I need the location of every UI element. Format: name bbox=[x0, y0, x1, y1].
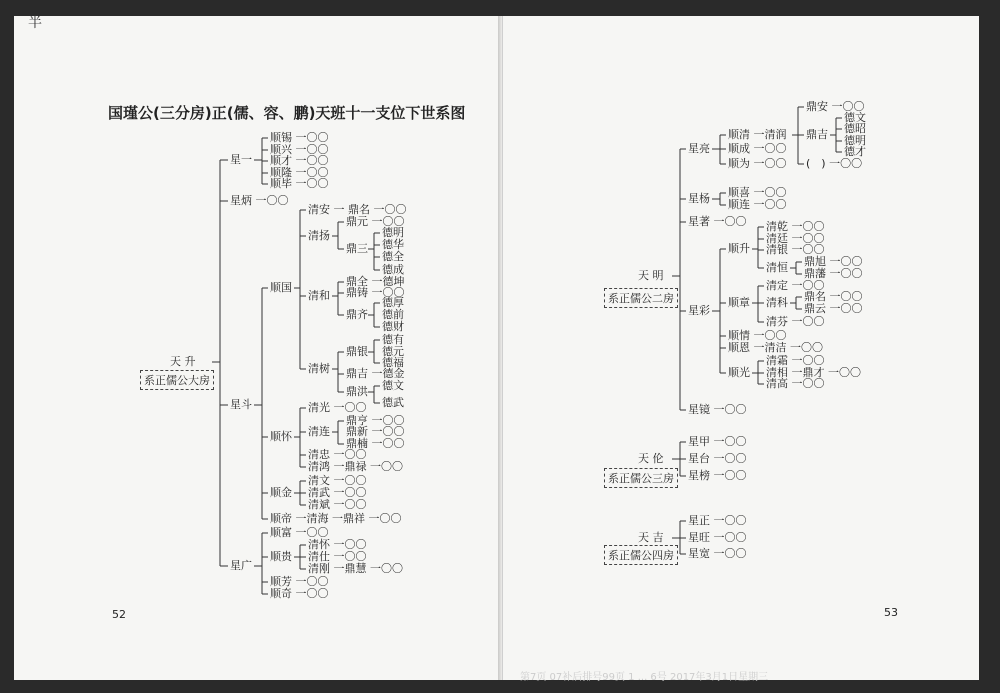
branch-label-3: 系正儒公三房 bbox=[604, 468, 678, 488]
node: 清怀 一〇〇 bbox=[308, 538, 367, 551]
page-number-left: 52 bbox=[112, 608, 126, 621]
node: 顺章 bbox=[728, 296, 750, 309]
node: 清科 bbox=[766, 296, 788, 309]
node: 德文 bbox=[844, 111, 866, 124]
node: 德成 bbox=[382, 263, 404, 276]
node: 清廷 一〇〇 bbox=[766, 232, 825, 245]
root-name-tiansheng: 天 升 bbox=[170, 355, 196, 368]
node: 鼎洪 bbox=[346, 385, 368, 398]
node: 星炳 一〇〇 bbox=[230, 194, 289, 207]
node: 顺金 bbox=[270, 486, 292, 499]
node: 鼎名 一〇〇 bbox=[804, 290, 863, 303]
node: 星著 一〇〇 bbox=[688, 215, 747, 228]
node: 顺怀 bbox=[270, 430, 292, 443]
page-number-right: 53 bbox=[884, 606, 898, 619]
node: 星杨 bbox=[688, 192, 710, 205]
node: 清仕 一〇〇 bbox=[308, 550, 367, 563]
node: 顺喜 一〇〇 bbox=[728, 186, 787, 199]
node: 星旺 一〇〇 bbox=[688, 531, 747, 544]
node: 鼎楠 一〇〇 bbox=[346, 437, 405, 450]
node: 德文 bbox=[382, 379, 404, 392]
node: 顺才 一〇〇 bbox=[270, 154, 329, 167]
node: 顺兴 一〇〇 bbox=[270, 143, 329, 156]
node: 德昭 bbox=[844, 122, 866, 135]
crop-mark: 半 bbox=[28, 15, 42, 31]
node: 星广 bbox=[230, 559, 252, 572]
node: 顺国 bbox=[270, 281, 292, 294]
node: 清定 一〇〇 bbox=[766, 279, 825, 292]
node: 顺奇 一〇〇 bbox=[270, 587, 329, 600]
node: 星正 一〇〇 bbox=[688, 514, 747, 527]
node: 德武 bbox=[382, 396, 404, 409]
node: 清刚 一鼎慧 一〇〇 bbox=[308, 562, 403, 575]
node: 顺成 一〇〇 bbox=[728, 142, 787, 155]
node: 鼎吉 一德金 bbox=[346, 367, 405, 380]
node: 清武 一〇〇 bbox=[308, 486, 367, 499]
node: 德有 bbox=[382, 333, 404, 346]
branch-label-2: 系正儒公二房 bbox=[604, 288, 678, 308]
node: 德华 bbox=[382, 238, 404, 251]
node: 清忠 一〇〇 bbox=[308, 448, 367, 461]
node: 清文 一〇〇 bbox=[308, 474, 367, 487]
node: 德全 bbox=[382, 250, 404, 263]
node: 德福 bbox=[382, 356, 404, 369]
node: 鼎云 一〇〇 bbox=[804, 302, 863, 315]
node: 清鸿 一鼎禄 一〇〇 bbox=[308, 460, 403, 473]
node: 清乾 一〇〇 bbox=[766, 220, 825, 233]
node: 顺富 一〇〇 bbox=[270, 526, 329, 539]
node: 顺为 一〇〇 bbox=[728, 157, 787, 170]
node: 鼎藩 一〇〇 bbox=[804, 267, 863, 280]
node: 德前 bbox=[382, 308, 404, 321]
node: 鼎亨 一〇〇 bbox=[346, 414, 405, 427]
node: 星斗 bbox=[230, 398, 252, 411]
node: 顺恩 一清洁 一〇〇 bbox=[728, 341, 823, 354]
title-text: 国瑾公(三分房)正(儒、容、鹏)天班十一支位下世系图 bbox=[108, 104, 466, 122]
node: 顺升 bbox=[728, 242, 750, 255]
branch-label-4: 系正儒公四房 bbox=[604, 545, 678, 565]
node: 星榜 一〇〇 bbox=[688, 469, 747, 482]
node: 德才 bbox=[844, 145, 866, 158]
node: 清光 一〇〇 bbox=[308, 401, 367, 414]
node: ( ) 一〇〇 bbox=[806, 157, 863, 170]
node: 顺情 一〇〇 bbox=[728, 329, 787, 342]
node: 清恒 bbox=[766, 261, 788, 274]
node: 德明 bbox=[382, 226, 404, 239]
branch-label-1: 系正儒公大房 bbox=[140, 370, 214, 390]
node: 清扬 bbox=[308, 229, 330, 242]
node: 清霜 一〇〇 bbox=[766, 354, 825, 367]
node: 鼎三 bbox=[346, 242, 368, 255]
root-name-tianji: 天 吉 bbox=[638, 531, 664, 544]
node: 清安 一 鼎名 一〇〇 bbox=[308, 203, 407, 216]
node: 德财 bbox=[382, 320, 404, 333]
node: 清连 bbox=[308, 425, 330, 438]
node: 星彩 bbox=[688, 304, 710, 317]
node: 星宽 一〇〇 bbox=[688, 547, 747, 560]
node: 顺锡 一〇〇 bbox=[270, 131, 329, 144]
node: 星甲 一〇〇 bbox=[688, 435, 747, 448]
node: 顺毕 一〇〇 bbox=[270, 177, 329, 190]
root-name-tianming: 天 明 bbox=[638, 269, 664, 282]
node: 清斌 一〇〇 bbox=[308, 498, 367, 511]
node: 清树 bbox=[308, 362, 330, 375]
node: 顺光 bbox=[728, 366, 750, 379]
node: 顺隆 一〇〇 bbox=[270, 166, 329, 179]
node: 鼎铸 一〇〇 bbox=[346, 286, 405, 299]
root-name-tianlun: 天 伦 bbox=[638, 452, 664, 465]
node: 鼎安 一〇〇 bbox=[806, 100, 865, 113]
node: 德厚 bbox=[382, 296, 404, 309]
node: 顺连 一〇〇 bbox=[728, 198, 787, 211]
node: 星一 bbox=[230, 153, 252, 166]
node: 星镜 一〇〇 bbox=[688, 403, 747, 416]
node: 顺帝 一清海 一鼎祥 一〇〇 bbox=[270, 512, 402, 525]
node: 星台 一〇〇 bbox=[688, 452, 747, 465]
footer-text: 第7页 07补后排号99页 1 ... 6号 2017年3月1日星期三 bbox=[520, 672, 769, 683]
node: 清高 一〇〇 bbox=[766, 377, 825, 390]
node: 鼎元 一〇〇 bbox=[346, 215, 405, 228]
node: 顺清 一清润 bbox=[728, 128, 787, 141]
node: 德元 bbox=[382, 345, 404, 358]
node: 清芬 一〇〇 bbox=[766, 315, 825, 328]
node: 顺贵 bbox=[270, 550, 292, 563]
node: 鼎旭 一〇〇 bbox=[804, 255, 863, 268]
node: 鼎吉 bbox=[806, 128, 828, 141]
node: 顺芳 一〇〇 bbox=[270, 575, 329, 588]
node: 星亮 bbox=[688, 142, 710, 155]
node: 清和 bbox=[308, 289, 330, 302]
node: 鼎齐 bbox=[346, 308, 368, 321]
node: 鼎新 一〇〇 bbox=[346, 425, 405, 438]
node: 鼎银 bbox=[346, 345, 368, 358]
node: 德明 bbox=[844, 134, 866, 147]
node: 清相 一鼎才 一〇〇 bbox=[766, 366, 861, 379]
node: 清银 一〇〇 bbox=[766, 243, 825, 256]
node: 鼎全 一德坤 bbox=[346, 275, 405, 288]
